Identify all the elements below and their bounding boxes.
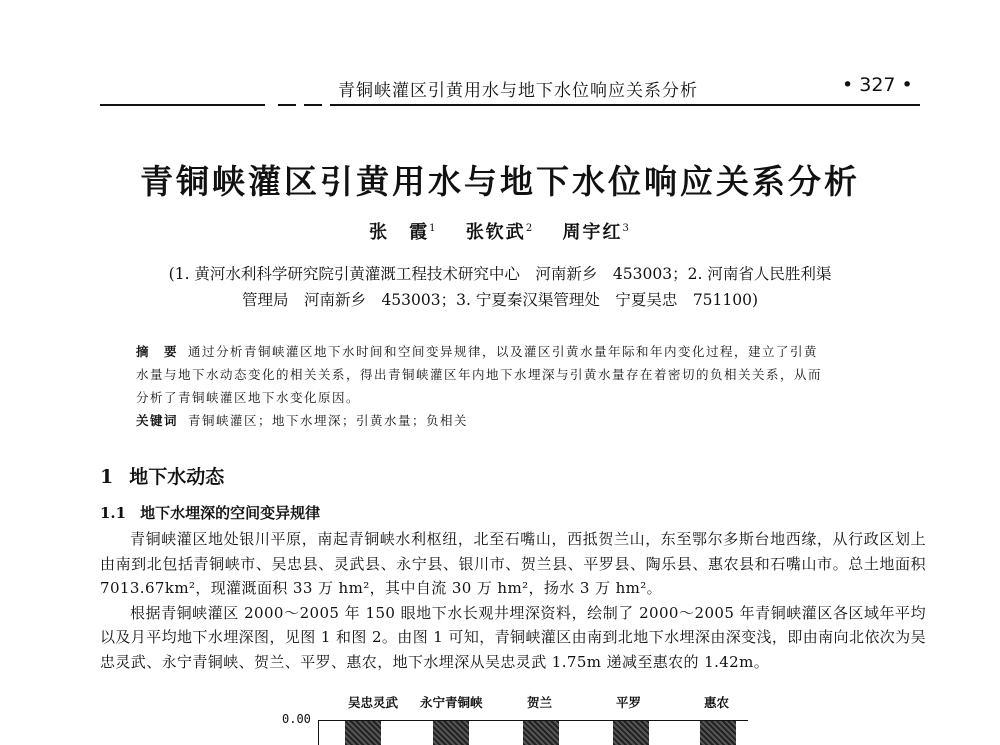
subsection-heading: 1.1 地下水埋深的空间变异规律 [100,504,321,522]
paragraph: 青铜峡灌区地处银川平原，南起青铜峡水利枢纽，北至石嘴山，西抵贺兰山，东至鄂尔多斯台地西缘，从行政区划上由南到北包括青铜峡市、吴忠县、灵武县、永宁县、银川市、贺兰县、平罗县、陶乐县、惠农县和石嘴山市。总土地面积 7013.67km²，现灌溉面积 33 万 hm²，其中自流 30 万 hm²，扬水 3 万 hm²。 [100,530,926,597]
chart-bar [523,721,559,745]
y-tick-label: 0.00 [282,712,311,726]
chart-bar [345,721,381,745]
author: 张 霞$^1$ [369,222,438,243]
section-heading: 1 地下水动态 [100,466,225,488]
author: 周宇红$^3$ [562,222,631,243]
legend-label: 平罗 [616,695,642,710]
legend-label: 惠农 [704,695,730,710]
abstract-line: 分析了青铜峡灌区地下水变化原因。 [136,390,361,405]
author-list [0,218,1000,244]
y-axis [318,720,319,745]
author: 张钦武$^2$ [465,222,535,243]
paper-title: 青铜峡灌区引黄用水与地下水位响应关系分析 [140,162,860,201]
abstract-line: 水量与地下水动态变化的相关关系，得出青铜峡灌区年内地下水埋深与引黄水量存在着密切的负相关关系，从而 [136,367,823,382]
keywords-label: 关键词 [136,413,179,428]
paragraph: 根据青铜峡灌区 2000～2005 年 150 眼地下水长观井埋深资料，绘制了 2000～2005 年青铜峡灌区各区域年平均以及月平均地下水埋深图，见图 1 和图 2。由图 1 可知，青铜峡灌区由南到北地下水埋深由深变浅，即由南向北依次为吴忠灵武、永宁青铜峡、贺兰、平罗、惠农，地下水埋深从吴忠灵武 1.75m 递减至惠农的 1.42m。 [100,603,926,671]
header-rule-left [100,104,265,106]
page-number: • 327 • [842,74,913,96]
chart-bar [613,721,649,745]
abstract [136,340,916,432]
legend-label: 贺兰 [527,695,553,710]
header-rule-dash-1 [278,104,296,106]
affiliation-line: (1. 黄河水利科学研究院引黄灌溉工程技术研究中心 河南新乡 453003；2. 河南省人民胜利渠 [168,265,832,283]
abstract-line: 通过分析青铜峡灌区地下水时间和空间变异规律，以及灌区引黄水量年际和年内变化过程，建立了引黄 [188,344,819,359]
legend-label: 永宁青铜峡 [420,695,483,710]
running-title: 青铜峡灌区引黄用水与地下水位响应关系分析 [338,81,698,101]
chart-bar [433,721,469,745]
header-rule-dash-2 [304,104,322,106]
keywords-text: 青铜峡灌区；地下水埋深；引黄水量；负相关 [188,413,469,428]
abstract-label: 摘 要 [136,344,179,359]
body-text [100,527,926,674]
legend-label: 吴忠灵武 [348,695,399,710]
chart-bar [700,721,736,745]
affiliation-line: 管理局 河南新乡 453003；3. 宁夏秦汉渠管理处 宁夏吴忠 751100) [241,291,759,309]
header-rule-right [330,104,920,106]
